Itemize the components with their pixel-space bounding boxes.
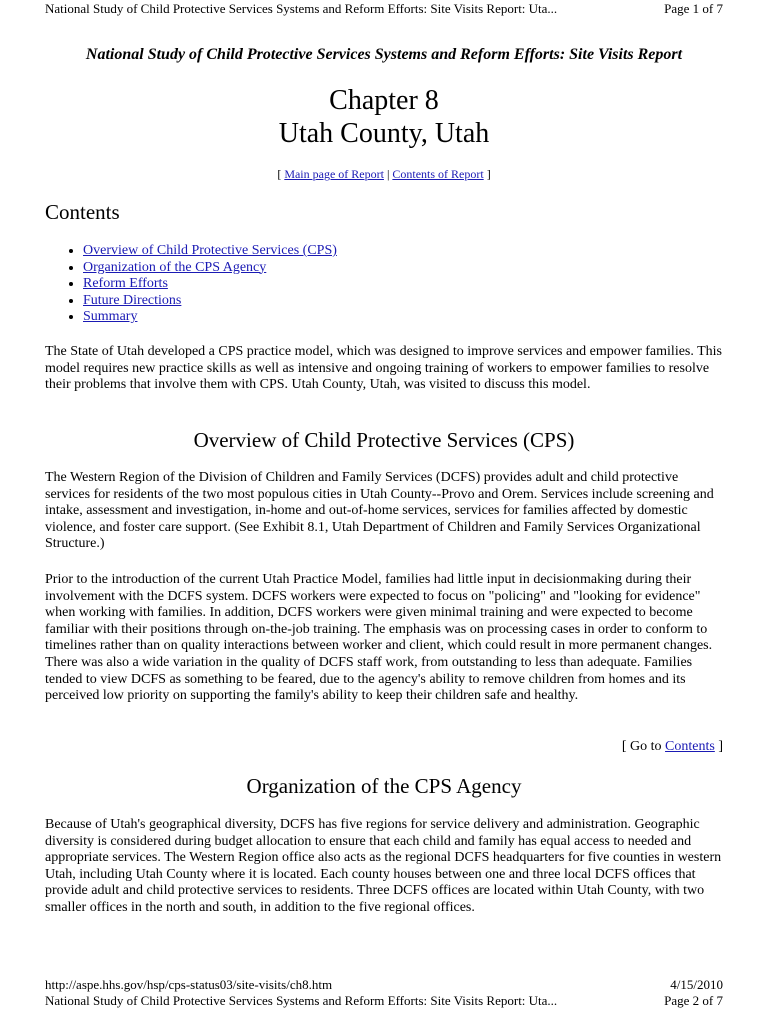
next-page-header [45,993,723,1009]
overview-heading: Overview of Child Protective Services (CPS) [193,428,575,452]
report-title: National Study of Child Protective Services Systems and Reform Efforts: Site Visits Report [85,46,683,63]
toc-link-summary[interactable]: Summary [83,309,138,325]
toc-link-future-directions[interactable]: Future Directions [83,292,182,308]
goto-prefix: [ Go to [621,739,662,754]
bracket-close: ] [486,167,491,181]
chapter-location: Utah County, Utah [278,118,490,149]
link-separator: | [386,167,390,181]
chapter-number: Chapter 8 [329,85,439,116]
list-item [83,276,337,293]
print-header-title: National Study of Child Protective Services Systems and Reform Efforts: Site Visits Report: Uta... [45,1,558,16]
list-item [83,309,337,326]
overview-paragraph-1: The Western Region of the Division of Children and Family Services (DCFS) provides adult and child protective services for residents of the two most populous cities in Utah County--Provo and Orem. Services include screening and intake, assessment and investigation, in-home and out-of-home services, services for families affected by domestic violence, and foster care support. (See Exhibit 8.1, Utah Department of Children and Family Services Organizational Structure.) [45,470,714,552]
print-header-page: Page 1 of 7 [664,1,723,16]
go-to-contents-link[interactable]: Contents [665,739,715,754]
list-item [83,260,337,277]
go-to-contents [622,739,723,755]
contents-heading: Contents [45,200,120,224]
toc-link-organization[interactable]: Organization of the CPS Agency [83,259,267,275]
contents-list [63,243,337,326]
report-nav-links [0,167,768,181]
organization-heading: Organization of the CPS Agency [246,774,522,798]
contents-of-report-link[interactable]: Contents of Report [392,167,484,181]
print-header [45,1,723,17]
intro-paragraph: The State of Utah developed a CPS practice model, which was designed to improve services and empower families. This model requires new practice skills as well as intensive and ongoing training of workers to empower families to resolve their problems that involve them with CPS. Utah County, Utah, was visited to discuss this model. [45,344,723,393]
overview-paragraph-2: Prior to the introduction of the current Utah Practice Model, families had little input in decisionmaking during their involvement with the DCFS system. DCFS workers were expected to focus on "policing" and "looking for evidence" when working with families. In addition, DCFS workers were given minimal training and were expected to become familiar with their positions through on-the-job training. The emphasis was on processing cases in order to conform to timelines rather than on quality interactions between worker and client, which could result in more permanent changes. There was also a wide variation in the quality of DCFS staff work, from outstanding to less than adequate. Families tended to view DCFS as something to be feared, due to the agency's ability to remove children from homes and its perceived low priority on supporting the family's ability to keep their children safe and healthy. [45,572,713,704]
list-item [83,293,337,310]
chapter-title [0,84,768,150]
toc-link-overview[interactable]: Overview of Child Protective Services (CPS) [83,243,337,258]
bracket-open: [ [277,167,282,181]
main-page-link[interactable]: Main page of Report [284,167,384,181]
next-page-header-title: National Study of Child Protective Services Systems and Reform Efforts: Site Visits Report: Uta... [45,993,558,1008]
toc-link-reform-efforts[interactable]: Reform Efforts [83,276,168,292]
list-item [83,243,337,260]
next-page-header-page: Page 2 of 7 [664,993,723,1008]
print-date: 4/15/2010 [670,977,723,992]
organization-paragraph-1: Because of Utah's geographical diversity, DCFS has five regions for service delivery and administration. Geographic diversity is considered during budget allocation to ensure that each child and family has equal access to needed and appropriate services. The Western Region office also acts as the regional DCFS headquarters for five counties in western Utah, including Utah County where it is located. Each county houses between one and three local DCFS offices that provide adult and child protective services to residents. Three DCFS offices are located within Utah County, with two smaller offices in the north and south, in addition to the five regional offices. [45,817,722,915]
page-url: http://aspe.hhs.gov/hsp/cps-status03/site-visits/ch8.htm [45,977,333,992]
goto-suffix: ] [718,739,723,754]
print-footer [45,977,723,993]
